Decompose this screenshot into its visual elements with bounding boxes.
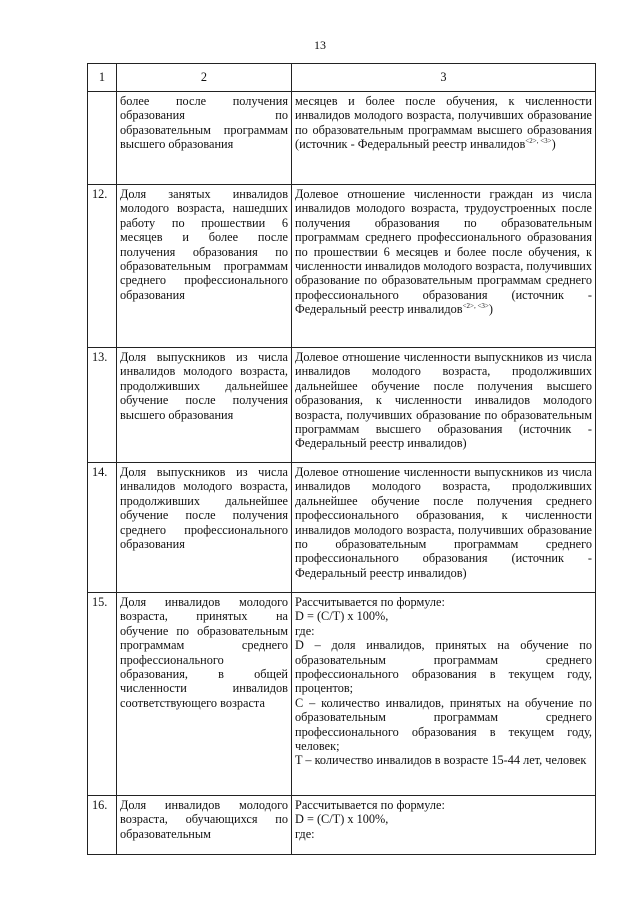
table-row [88, 593, 596, 796]
indicators-table [87, 63, 596, 855]
row-number: 16. [88, 796, 117, 855]
indicator-description [292, 185, 596, 348]
formula-where: где: [295, 623, 315, 638]
footnote-ref: <2>, <3> [462, 302, 489, 311]
table-row [88, 92, 596, 185]
indicator-name: Доля занятых инвалидов молодого возраста, нашедших работу по прошествии 6 месяцев и более после получения образования по образовательным программам среднего профессионального образования [117, 185, 292, 348]
indicator-formula [292, 593, 596, 796]
formula-var-t: T – количество инвалидов в возрасте 15-44 лет, человек [295, 753, 587, 768]
header-col-2: 2 [117, 64, 292, 92]
row-number: 15. [88, 593, 117, 796]
table-row [88, 463, 596, 593]
formula-var-d: D – доля инвалидов, принятых на обучение по образовательным программам среднего профессионального образования в текущем году, процентов; [295, 638, 592, 696]
table-row [88, 348, 596, 463]
indicator-name: Доля выпускников из числа инвалидов молодого возраста, продолживших дальнейшее обучение после получения высшего образования [117, 348, 292, 463]
indicator-description: Долевое отношение численности выпускников из числа инвалидов молодого возраста, продолживших дальнейшее обучение после получения среднего профессионального образования, к численности инвалидов молодого возраста, получивших образование по образовательным программам среднего профессионального образования (источник - Федеральный реестр инвалидов) [292, 463, 596, 593]
row-number [88, 92, 117, 185]
description-text: месяцев и более после обучения, к численности инвалидов молодого возраста, получивших образование по образовательным программам высшего образования (источник - Федеральный реестр инвалидов [295, 94, 592, 152]
indicator-name: Доля инвалидов молодого возраста, обучающихся по образовательным [117, 796, 292, 855]
header-col-3: 3 [292, 64, 596, 92]
footnote-ref: <2>, <3> [525, 137, 552, 146]
table-row [88, 185, 596, 348]
description-text: Долевое отношение численности граждан из числа инвалидов молодого возраста, трудоустроенных после получения образования по образовательным программам среднего профессионального образования по прошествии 6 месяцев и более после обучения, к численности инвалидов молодого возраста, получивших образование по образовательным программам среднего профессионального образования (источник - Федеральный реестр инвалидов [295, 187, 592, 317]
indicator-name: Доля инвалидов молодого возраста, принятых на обучение по образовательным программам среднего профессионального образования, в общей численности инвалидов соответствующего возраста [117, 593, 292, 796]
formula-expression: D = (C/T) x 100%, [295, 609, 389, 624]
indicator-description: Долевое отношение численности выпускников из числа инвалидов молодого возраста, продолживших дальнейшее обучение после получения высшего образования, к численности инвалидов молодого возраста, получивших образование по образовательным программам высшего образования (источник - Федеральный реестр инвалидов) [292, 348, 596, 463]
formula-where: где: [295, 826, 315, 841]
row-number: 12. [88, 185, 117, 348]
formula-expression: D = (C/T) x 100%, [295, 812, 389, 827]
indicator-name: Доля выпускников из числа инвалидов молодого возраста, продолживших дальнейшее обучение после получения среднего профессионального образования [117, 463, 292, 593]
table-header-row [88, 64, 596, 92]
formula-intro: Рассчитывается по формуле: [295, 798, 445, 812]
formula-intro: Рассчитывается по формуле: [295, 595, 445, 609]
indicator-description [292, 92, 596, 185]
description-tail: ) [488, 302, 493, 317]
formula-var-c: C – количество инвалидов, принятых на обучение по образовательным программам среднего профессионального образования в текущем году, человек; [295, 695, 592, 754]
row-number: 13. [88, 348, 117, 463]
indicator-name: более после получения образования по образовательным программам высшего образования [117, 92, 292, 185]
description-tail: ) [551, 137, 556, 152]
row-number: 14. [88, 463, 117, 593]
header-col-1: 1 [88, 64, 117, 92]
page-number: 13 [314, 38, 326, 52]
table-row [88, 796, 596, 855]
indicator-formula [292, 796, 596, 855]
